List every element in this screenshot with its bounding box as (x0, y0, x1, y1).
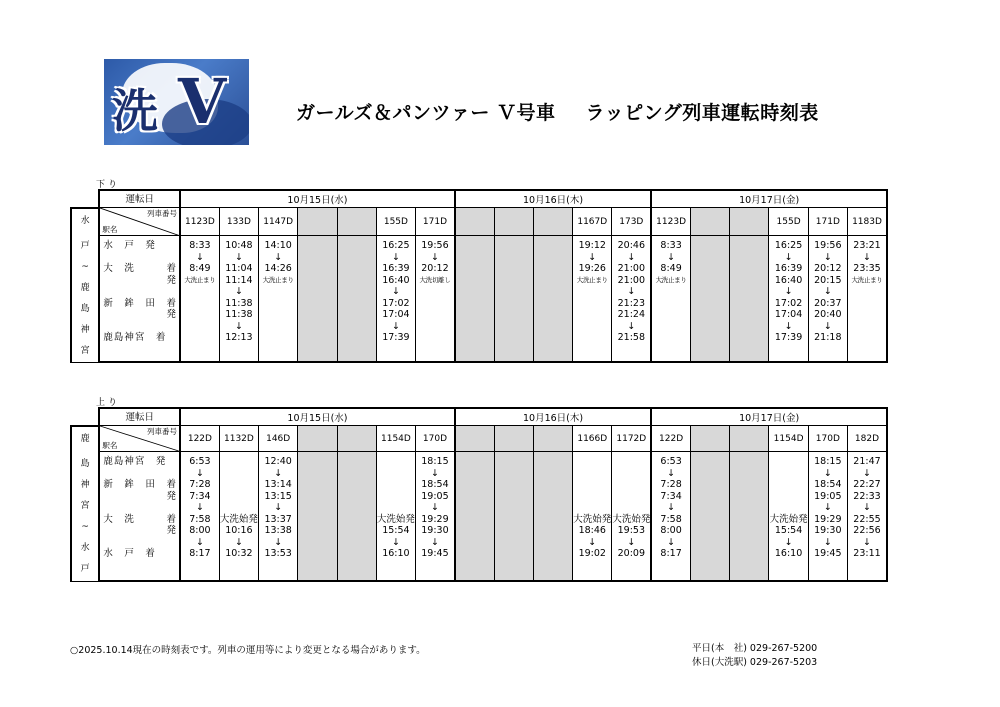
arr-dep-label: 発 (166, 525, 178, 536)
time-cell: 17:39 (382, 332, 410, 344)
pass-arrow: ↓ (823, 251, 832, 263)
time-column (337, 236, 376, 362)
time-column (416, 236, 455, 362)
side-char: 島 (80, 303, 90, 314)
pass-arrow: ↓ (863, 251, 871, 263)
date-header: 10月16日(木) (455, 190, 651, 208)
arr-dep-label: 発 (166, 490, 178, 502)
pass-arrow: ↓ (627, 286, 636, 298)
note-cell: 大洗切離し (419, 275, 451, 284)
time-cell: 7:34 (189, 490, 211, 502)
time-cell: 13:14 (264, 479, 292, 490)
time-column (533, 236, 572, 362)
station-name: 新 鉾 田 (103, 297, 156, 309)
time-column (651, 452, 690, 582)
date-header: 10月15日(水) (180, 408, 455, 426)
time-column (847, 236, 887, 362)
arr-dep-label: 着 (166, 513, 178, 525)
time-cell: 18:54 (814, 479, 842, 490)
time-cell: 19:12 (578, 240, 606, 252)
time-cell: 10:16 (225, 525, 253, 536)
train-number: 1123D (651, 208, 690, 236)
time-cell: 20:15 (814, 274, 842, 286)
time-cell: 20:12 (814, 263, 842, 275)
time-cell: 16:39 (382, 263, 410, 275)
logo-kanji: 洗 (112, 84, 158, 138)
time-column (651, 236, 690, 362)
train-number (337, 208, 376, 236)
up-direction-label: 上り (96, 398, 121, 408)
time-column (730, 236, 769, 362)
pass-arrow: ↓ (274, 467, 283, 479)
time-column (808, 236, 847, 362)
side-char: 島 (80, 458, 90, 469)
pass-arrow: ↓ (588, 536, 597, 548)
train-number: 133D (219, 208, 258, 236)
station-name: 水 戸 発 (103, 240, 156, 252)
time-cell: 16:10 (774, 548, 803, 559)
train-number: 1167D (573, 208, 612, 236)
time-cell: 14:26 (264, 263, 292, 275)
train-number: 155D (376, 208, 415, 236)
time-cell: 13:53 (264, 548, 292, 559)
time-cell: 20:40 (814, 309, 842, 321)
pass-arrow: ↓ (234, 286, 243, 298)
pass-arrow: ↓ (391, 286, 400, 298)
time-cell: 8:00 (660, 525, 682, 536)
side-char: 水 (80, 542, 90, 553)
train-number: 170D (416, 426, 455, 452)
side-char: 鹿 (80, 282, 90, 293)
train-number: 1166D (573, 426, 612, 452)
pass-arrow: ↓ (195, 251, 204, 263)
time-cell: 10:32 (225, 548, 253, 559)
time-cell: 19:30 (421, 525, 449, 536)
note-cell: 大洗始発 (612, 513, 651, 525)
time-column (573, 452, 612, 582)
time-cell: 19:56 (421, 240, 449, 252)
pass-arrow: ↓ (195, 467, 204, 479)
pass-arrow: ↓ (234, 536, 243, 548)
time-cell: 20:09 (617, 548, 645, 559)
time-column (455, 452, 494, 582)
time-cell: 19:26 (578, 263, 606, 275)
train-number (533, 208, 572, 236)
down-direction-label: 下り (96, 180, 121, 190)
time-cell: 19:29 (421, 513, 449, 525)
note-cell: 大洗止まり (262, 275, 294, 284)
date-header: 10月15日(水) (180, 190, 455, 208)
direction-side-label (71, 208, 99, 363)
time-column (612, 452, 651, 582)
station-name: 新 鉾 田 (103, 479, 156, 490)
arr-dep-label: 着 (166, 263, 178, 275)
time-cell: 21:47 (853, 456, 881, 467)
train-number (455, 208, 494, 236)
time-cell: 19:53 (617, 525, 645, 536)
note-cell: 大洗止まり (655, 275, 687, 284)
pass-arrow: ↓ (430, 536, 439, 548)
train-number: 1154D (769, 426, 808, 452)
time-cell: 11:14 (225, 274, 253, 286)
time-column (416, 452, 455, 582)
time-cell: 10:48 (225, 240, 253, 252)
contact-holiday: 休日(大洗駅) 029-267-5203 (692, 657, 818, 668)
time-column (769, 236, 808, 362)
time-cell: 14:10 (264, 240, 292, 252)
time-cell: 15:54 (382, 525, 410, 536)
train-number: 171D (416, 208, 455, 236)
station-name: 大 洗 (103, 263, 135, 275)
time-cell: 8:17 (660, 548, 682, 559)
pass-arrow: ↓ (667, 536, 676, 548)
time-cell: 20:12 (421, 263, 449, 275)
pass-arrow: ↓ (274, 502, 283, 513)
pass-arrow: ↓ (234, 320, 243, 332)
page-title (296, 98, 849, 125)
contact-weekday: 平日(本 社) 029-267-5200 (692, 643, 818, 654)
pass-arrow: ↓ (234, 251, 243, 263)
time-cell: 19:45 (814, 548, 842, 559)
pass-arrow: ↓ (784, 536, 793, 548)
corner-train-number-label: 列車番号 (147, 427, 178, 436)
side-char: 神 (80, 324, 90, 335)
arr-dep-label: 着 (166, 297, 178, 309)
time-cell: 23:35 (853, 263, 881, 275)
note-cell: 大洗始発 (573, 513, 612, 525)
down-timetable (70, 189, 888, 363)
pass-arrow: ↓ (784, 251, 793, 263)
time-column (455, 236, 494, 362)
time-cell: 18:46 (578, 525, 606, 536)
time-column (219, 452, 258, 582)
time-cell: 8:33 (189, 240, 211, 252)
time-column (259, 236, 298, 362)
time-cell: 21:18 (814, 332, 842, 344)
train-number (298, 426, 337, 452)
pass-arrow: ↓ (391, 251, 400, 263)
train-number (494, 208, 533, 236)
pass-arrow: ↓ (667, 502, 676, 513)
train-number: 1183D (847, 208, 887, 236)
title-left: ガールズ＆パンツァー Ｖ号車 (296, 102, 556, 124)
pass-arrow: ↓ (274, 251, 283, 263)
train-number: 182D (847, 426, 887, 452)
time-cell: 20:37 (814, 297, 842, 309)
note-cell: 大洗始発 (769, 513, 808, 525)
time-cell: 16:25 (774, 240, 803, 252)
up-timetable (70, 407, 888, 582)
time-column (337, 452, 376, 582)
pass-arrow: ↓ (274, 536, 283, 548)
time-cell: 8:17 (189, 548, 211, 559)
time-column (533, 452, 572, 582)
time-cell: 19:30 (814, 525, 842, 536)
day-header: 運転日 (99, 408, 180, 426)
train-number (533, 426, 572, 452)
time-column (180, 236, 219, 362)
side-char: 宮 (80, 345, 90, 356)
pass-arrow: ↓ (391, 536, 400, 548)
side-char: ~ (81, 521, 89, 532)
time-cell: 18:15 (421, 456, 449, 467)
pass-arrow: ↓ (588, 251, 597, 263)
station-name: 鹿島神宮 発 (103, 456, 167, 467)
train-number: 1132D (219, 426, 258, 452)
station-column (99, 452, 180, 582)
time-column (494, 236, 533, 362)
time-cell: 18:54 (421, 479, 449, 490)
time-cell: 7:28 (189, 479, 211, 490)
time-cell: 19:45 (421, 548, 449, 559)
time-column (847, 452, 887, 582)
direction-side-label (71, 426, 99, 582)
time-cell: 22:56 (853, 525, 881, 536)
time-cell: 6:53 (189, 456, 211, 467)
side-char: 水 (80, 215, 90, 226)
time-cell: 17:02 (382, 297, 410, 309)
time-cell: 19:05 (814, 490, 842, 502)
time-column (376, 452, 415, 582)
time-cell: 19:29 (814, 513, 842, 525)
note-cell: 大洗始発 (376, 513, 415, 525)
pass-arrow: ↓ (823, 502, 832, 513)
train-number: 1147D (259, 208, 298, 236)
time-cell: 19:05 (421, 490, 449, 502)
pass-arrow: ↓ (823, 286, 832, 298)
time-column (494, 452, 533, 582)
time-column (219, 236, 258, 362)
arr-dep-label: 着 (166, 479, 178, 490)
pass-arrow: ↓ (667, 467, 676, 479)
date-header: 10月17日(金) (651, 408, 887, 426)
note-cell: 大洗止まり (851, 275, 883, 284)
pass-arrow: ↓ (823, 320, 832, 332)
pass-arrow: ↓ (863, 502, 871, 513)
time-cell: 22:55 (853, 513, 881, 525)
time-cell: 11:38 (225, 297, 253, 309)
time-cell: 19:02 (578, 548, 606, 559)
pass-arrow: ↓ (823, 536, 832, 548)
time-cell: 15:54 (774, 525, 803, 536)
time-cell: 11:38 (225, 309, 253, 321)
pass-arrow: ↓ (823, 467, 832, 479)
side-char: 戸 (80, 563, 90, 574)
corner-train-number-label: 列車番号 (147, 209, 178, 218)
pass-arrow: ↓ (391, 320, 400, 332)
side-char: ~ (81, 261, 89, 272)
train-number (730, 208, 769, 236)
pass-arrow: ↓ (784, 286, 793, 298)
train-number: 122D (651, 426, 690, 452)
pass-arrow: ↓ (627, 536, 636, 548)
time-cell: 17:04 (382, 309, 410, 321)
time-cell: 20:46 (617, 240, 645, 252)
time-cell: 21:24 (617, 309, 645, 321)
train-number (455, 426, 494, 452)
date-header: 10月17日(金) (651, 190, 887, 208)
time-cell: 23:11 (853, 548, 881, 559)
time-cell: 11:04 (225, 263, 253, 275)
time-cell: 7:28 (660, 479, 682, 490)
pass-arrow: ↓ (430, 251, 439, 263)
train-number: 122D (180, 426, 219, 452)
day-header: 運転日 (99, 190, 180, 208)
corner-station-label: 駅名 (102, 225, 118, 235)
footer-contacts (692, 642, 817, 670)
train-number: 1123D (180, 208, 219, 236)
arr-dep-label: 発 (166, 274, 178, 286)
time-column (298, 236, 337, 362)
time-cell: 19:56 (814, 240, 842, 252)
pass-arrow: ↓ (627, 251, 636, 263)
time-column (259, 452, 298, 582)
time-cell: 23:21 (853, 240, 881, 252)
time-cell: 16:10 (382, 548, 410, 559)
time-cell: 18:15 (814, 456, 842, 467)
note-cell: 大洗止まり (184, 275, 216, 284)
time-cell: 8:49 (189, 263, 211, 275)
side-char: 神 (80, 479, 90, 490)
time-column (376, 236, 415, 362)
train-number (298, 208, 337, 236)
time-cell: 6:53 (660, 456, 682, 467)
time-cell: 17:02 (774, 297, 803, 309)
time-column (808, 452, 847, 582)
header-corner (99, 426, 180, 452)
pass-arrow: ↓ (667, 251, 676, 263)
train-number: 1172D (612, 426, 651, 452)
train-number: 170D (808, 426, 847, 452)
time-cell: 12:13 (225, 332, 253, 344)
time-cell: 21:23 (617, 297, 645, 309)
train-number: 146D (259, 426, 298, 452)
train-number (337, 426, 376, 452)
time-cell: 17:39 (774, 332, 803, 344)
time-cell: 8:00 (189, 525, 211, 536)
note-cell: 大洗始発 (219, 513, 258, 525)
logo-letter: V (178, 65, 227, 138)
logo-image (104, 59, 249, 145)
pass-arrow: ↓ (863, 536, 871, 548)
corner-station-label: 駅名 (102, 441, 118, 450)
pass-arrow: ↓ (430, 502, 439, 513)
pass-arrow: ↓ (627, 320, 636, 332)
time-column (769, 452, 808, 582)
time-cell: 17:04 (774, 309, 803, 321)
station-name: 鹿島神宮 着 (103, 332, 167, 344)
train-number (730, 426, 769, 452)
title-right: ラッピング列車運転時刻表 (585, 102, 819, 124)
time-cell: 8:33 (660, 240, 682, 252)
time-cell: 22:33 (853, 490, 881, 502)
header-corner (99, 208, 180, 236)
time-column (573, 236, 612, 362)
station-name: 大 洗 (103, 513, 135, 525)
footer-note: ○2025.10.14現在の時刻表です。列車の運用等により変更となる場合があります。 (70, 645, 426, 656)
pass-arrow: ↓ (430, 467, 439, 479)
time-cell: 21:58 (617, 332, 645, 344)
time-cell: 13:15 (264, 490, 292, 502)
train-number (690, 208, 729, 236)
date-header: 10月16日(木) (455, 408, 651, 426)
time-cell: 7:58 (660, 513, 682, 525)
side-char: 宮 (80, 500, 90, 511)
pass-arrow: ↓ (863, 467, 871, 479)
time-cell: 16:39 (774, 263, 803, 275)
time-cell: 8:49 (660, 263, 682, 275)
station-name: 水 戸 着 (103, 548, 156, 559)
time-cell: 21:00 (617, 263, 645, 275)
time-cell: 22:27 (853, 479, 881, 490)
time-cell: 12:40 (264, 456, 292, 467)
time-column (690, 236, 729, 362)
arr-dep-label: 発 (166, 309, 178, 321)
pass-arrow: ↓ (784, 320, 793, 332)
time-cell: 7:34 (660, 490, 682, 502)
side-char: 戸 (80, 240, 90, 251)
train-number (690, 426, 729, 452)
time-cell: 21:00 (617, 274, 645, 286)
time-cell: 16:40 (774, 274, 803, 286)
train-number: 173D (612, 208, 651, 236)
pass-arrow: ↓ (195, 502, 204, 513)
time-cell: 16:25 (382, 240, 410, 252)
pass-arrow: ↓ (195, 536, 204, 548)
station-column (99, 236, 180, 362)
train-number: 171D (808, 208, 847, 236)
time-cell: 13:38 (264, 525, 292, 536)
train-number: 155D (769, 208, 808, 236)
time-column (298, 452, 337, 582)
side-char: 鹿 (80, 433, 90, 444)
note-cell: 大洗止まり (576, 275, 608, 284)
time-column (730, 452, 769, 582)
time-column (690, 452, 729, 582)
time-column (612, 236, 651, 362)
time-cell: 16:40 (382, 274, 410, 286)
train-number (494, 426, 533, 452)
time-cell: 13:37 (264, 513, 292, 525)
time-column (180, 452, 219, 582)
train-number: 1154D (376, 426, 415, 452)
time-cell: 7:58 (189, 513, 211, 525)
